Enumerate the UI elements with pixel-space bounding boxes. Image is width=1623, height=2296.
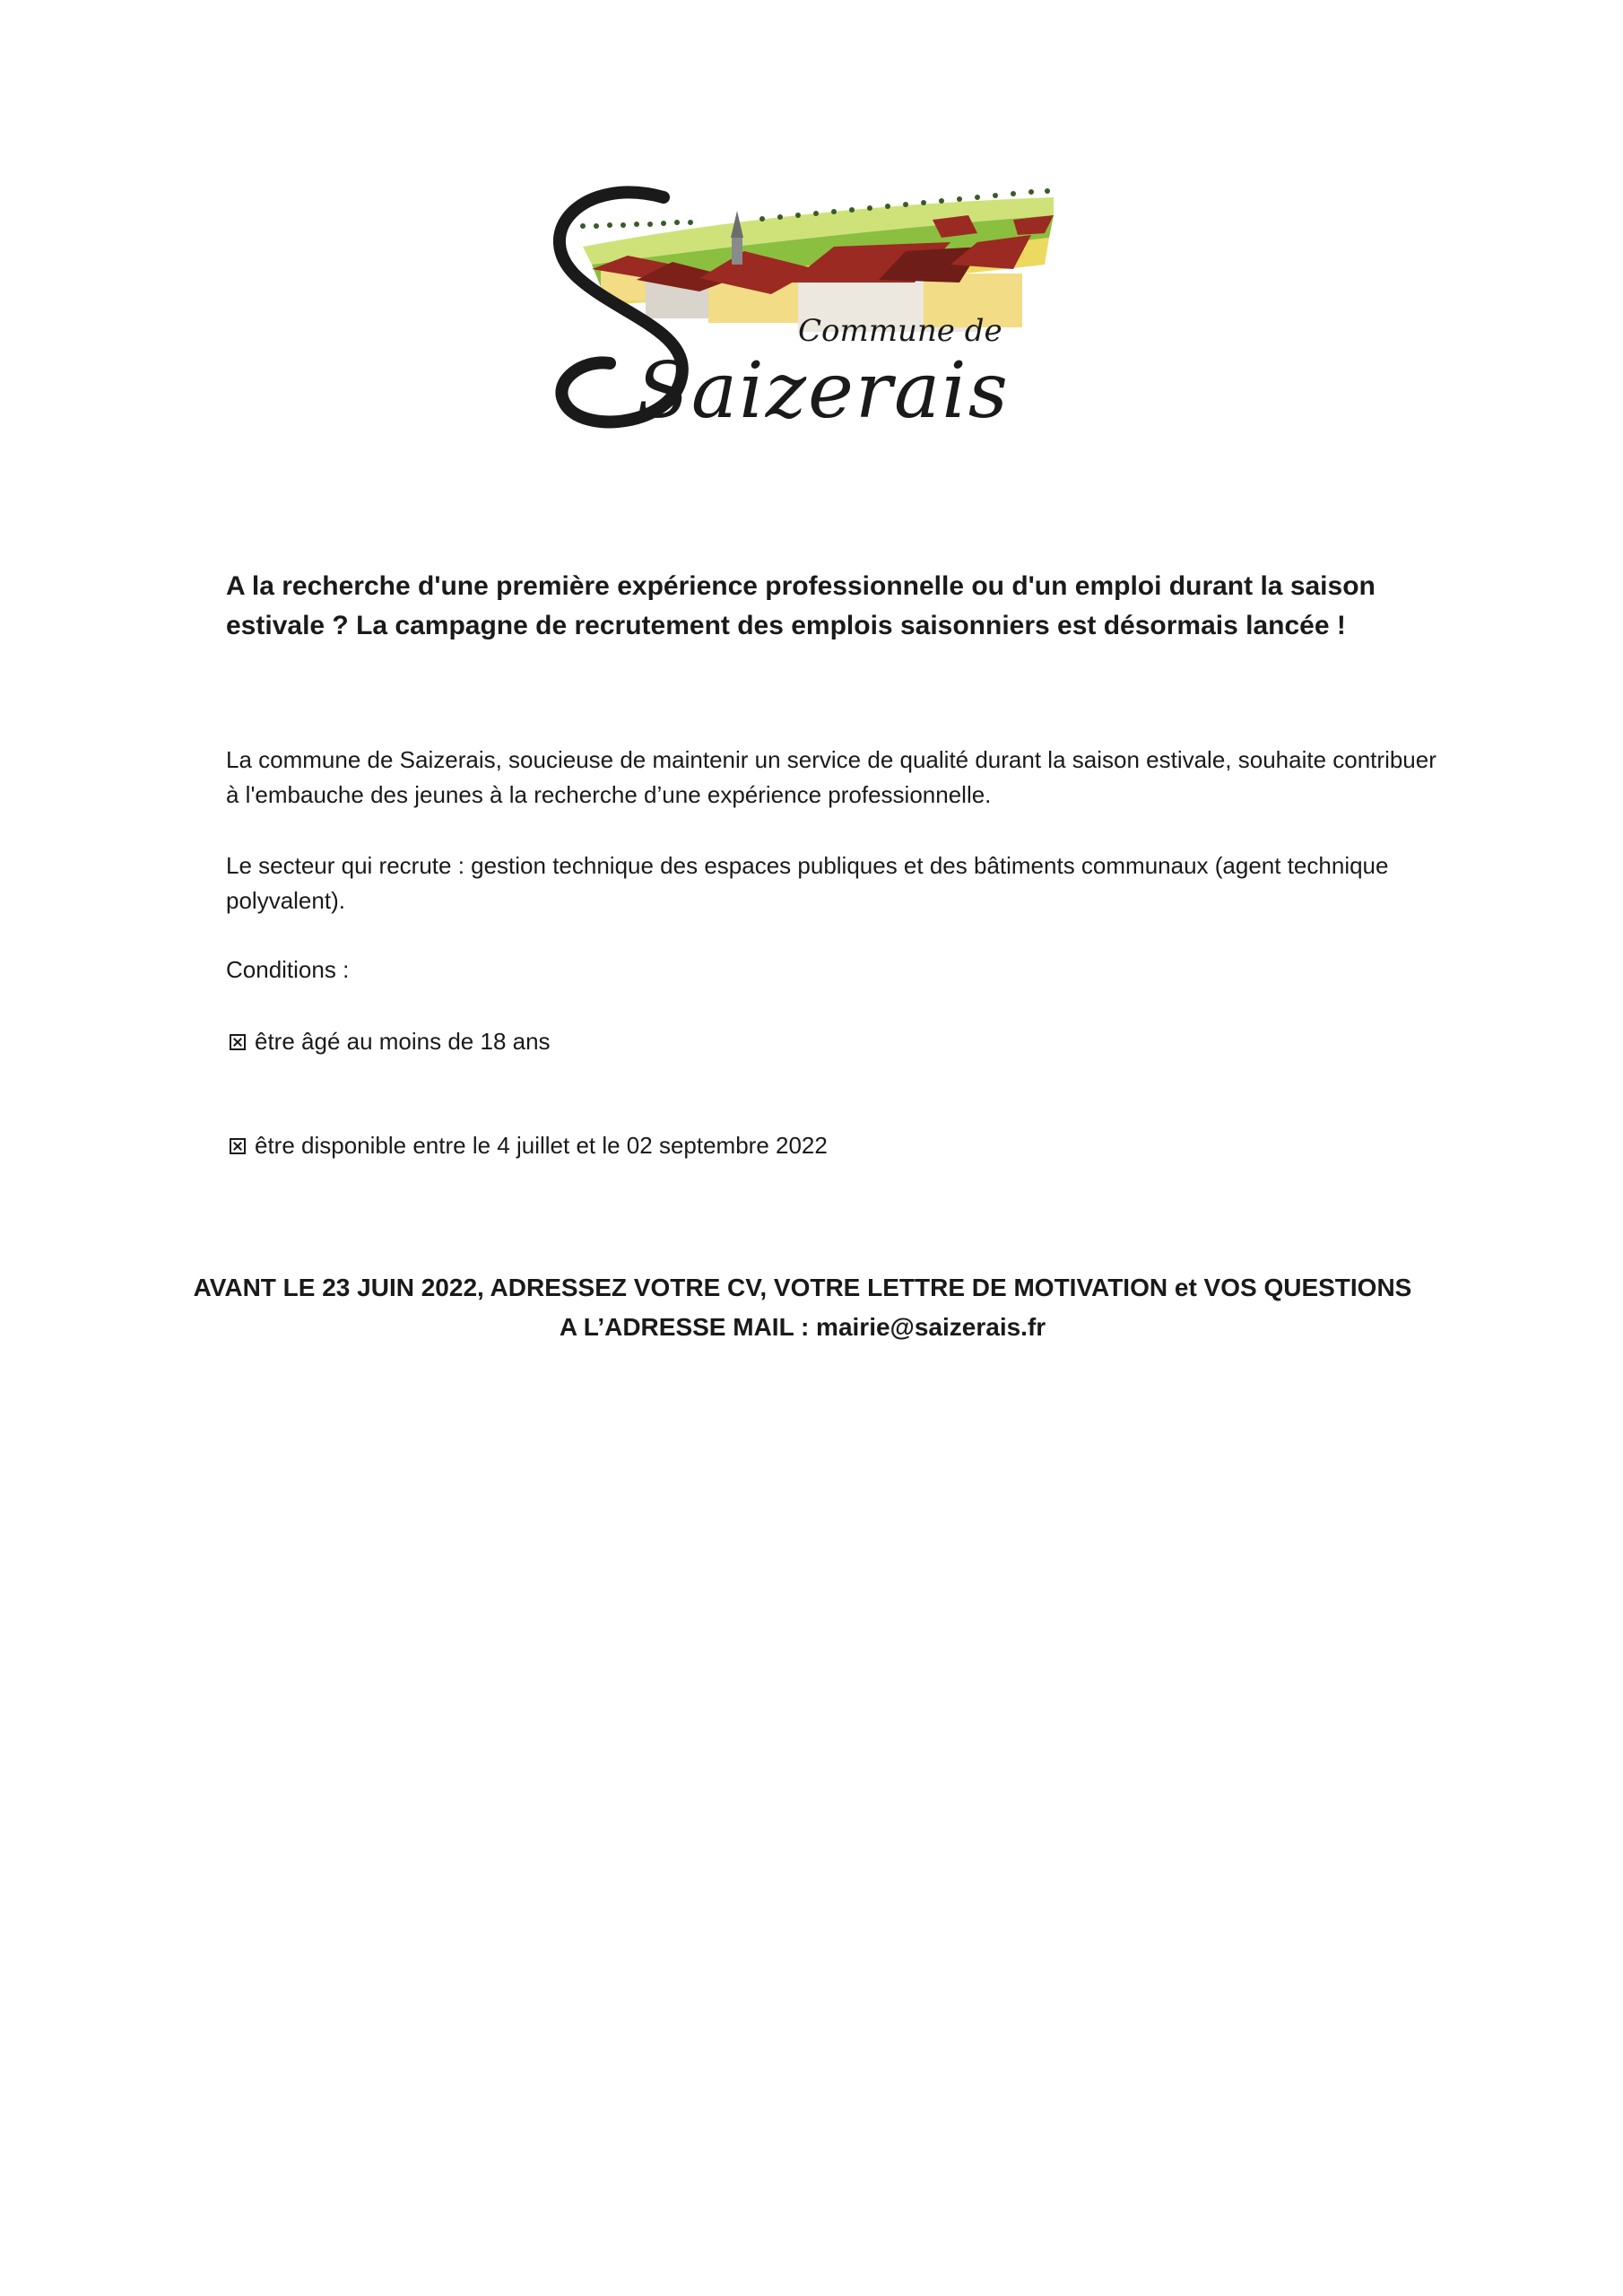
condition-item xyxy=(230,1128,828,1163)
sector-paragraph: Le secteur qui recrute : gestion technique des espaces publiques et des bâtiments communaux (agent technique polyvalent). xyxy=(226,852,1389,914)
conditions-label: Conditions : xyxy=(226,956,350,983)
condition-text: être disponible entre le 4 juillet et le 02 septembre 2022 xyxy=(255,1132,828,1159)
condition-item xyxy=(230,1024,551,1059)
closing-line-deadline: AVANT LE 23 JUIN 2022, ADRESSEZ VOTRE CV, VOTRE LETTRE DE MOTIVATION et VOS QUESTIONS xyxy=(193,1274,1412,1301)
condition-text: être âgé au moins de 18 ans xyxy=(255,1028,551,1055)
closing-line-email: A L’ADRESSE MAIL : mairie@saizerais.fr xyxy=(559,1313,1046,1341)
checked-box-icon xyxy=(230,1034,246,1050)
logo-tagline: Commune de xyxy=(798,313,1002,349)
closing-notice xyxy=(135,1268,1471,1347)
commune-paragraph: La commune de Saizerais, soucieuse de maintenir un service de qualité durant la saison estivale, souhaite contribuer à l'embauche des jeunes à la recherche d’une expérience professionnelle. xyxy=(226,746,1436,808)
logo-name: Saizerais xyxy=(637,346,1010,436)
church-tower xyxy=(732,238,742,265)
checked-box-icon xyxy=(230,1138,246,1154)
tree-row-left xyxy=(580,220,693,229)
village-illustration xyxy=(529,179,1067,439)
commune-logo xyxy=(529,179,1067,439)
intro-heading: A la recherche d'une première expérience professionnelle ou d'un emploi durant la saison estivale ? La campagne de recrutement des emplois saisonniers est désormais lancée ! xyxy=(226,571,1376,640)
